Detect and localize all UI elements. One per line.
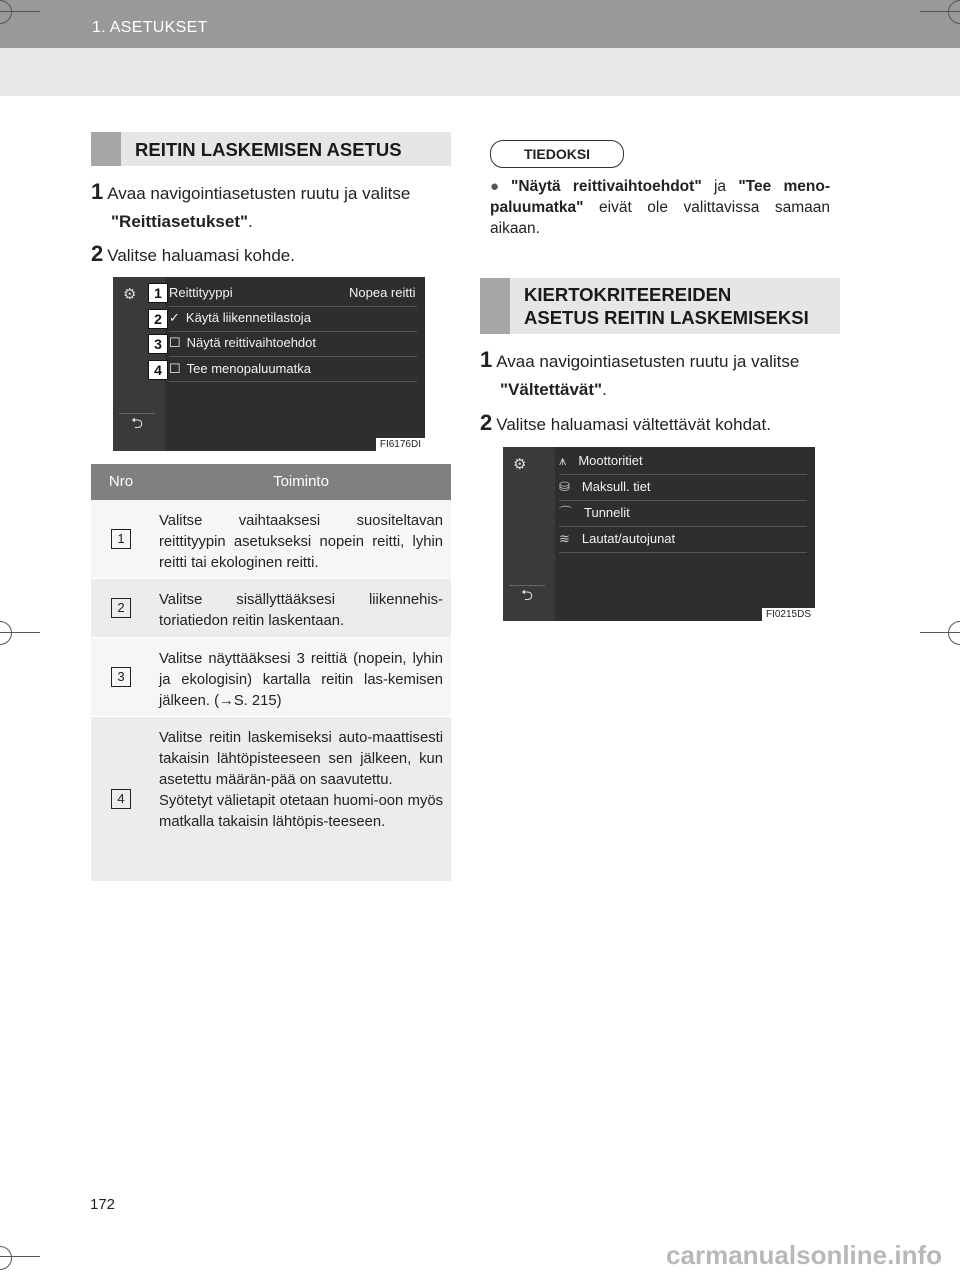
column-header-toiminto: Toiminto <box>273 473 329 490</box>
chapter-title: 1. ASETUKSET <box>92 19 208 36</box>
table-row <box>91 638 451 717</box>
crop-mark <box>0 1246 12 1270</box>
item-number: 1 <box>111 529 131 549</box>
screen-row-toll-roads[interactable]: ⛁ Maksull. tiet <box>559 479 651 494</box>
section-title: REITIN LASKEMISEN ASETUS <box>135 139 402 160</box>
figure-caption: FI6176DI <box>376 438 425 451</box>
table-cell: Valitse vaihtaaksesi suositeltavan reittityypin asetukseksi nopein reitti, lyhin reitti tai ekologinen reitti. <box>159 513 443 571</box>
note-label: TIEDOKSI <box>490 140 624 168</box>
table-row <box>91 717 451 882</box>
step-number: 1 <box>91 179 104 204</box>
check-icon: ✓ <box>169 310 180 325</box>
step-1: 1 Avaa navigointiasetusten ruutu ja valitse "Vältettävät". <box>480 347 800 399</box>
back-arrow-icon[interactable]: ⮌ <box>119 413 155 434</box>
screen-row-traffic-stats[interactable]: ✓ Käytä liikennetilastoja <box>169 310 311 325</box>
chapter-header <box>0 0 960 48</box>
ferry-icon: ≋ <box>559 531 570 546</box>
toll-road-icon: ⛁ <box>559 479 570 494</box>
menu-name: "Reittiasetukset" <box>111 212 249 231</box>
callout-3: 3 <box>148 334 168 354</box>
page-number: 172 <box>90 1196 116 1213</box>
function-table <box>91 464 451 882</box>
table-row <box>91 579 451 638</box>
screen-row-route-type[interactable]: Reittityyppi Nopea reitti <box>169 285 416 300</box>
callout-1: 1 <box>148 283 168 303</box>
highway-icon: ⩚ <box>559 453 567 468</box>
step-number: 2 <box>91 241 104 266</box>
avoid-settings-screen <box>503 447 815 621</box>
step-2: 2 Valitse haluamasi vältettävät kohdat. <box>480 410 771 435</box>
step-number: 2 <box>480 410 493 435</box>
figure-caption: FI0215DS <box>762 608 815 621</box>
bullet-icon: ● <box>490 178 508 195</box>
item-number: 4 <box>111 789 131 809</box>
screen-row-ferries[interactable]: ≋ Lautat/autojunat <box>559 531 676 546</box>
crop-mark <box>0 621 12 645</box>
column-header-nro: Nro <box>108 473 134 490</box>
table-cell: Valitse sisällyttääksesi liikennehis-toriatiedon reitin laskentaan. <box>159 592 443 629</box>
callout-2: 2 <box>148 309 168 329</box>
table-header <box>91 464 451 500</box>
checkbox-icon: ☐ <box>169 361 181 376</box>
settings-gear-icon: ⚙ <box>123 286 137 303</box>
table-cell: Valitse reitin laskemiseksi auto-maattisesti takaisin lähtöpisteeseen sen jälkeen, kun asetettu määrän-pää on saavutettu. Syötetyt välietapit otetaan huomi-oon myös matkalla takaisin lähtöpis-teeseen. <box>159 730 443 830</box>
route-settings-screen <box>113 277 425 451</box>
item-number: 2 <box>111 598 131 618</box>
settings-gear-icon: ⚙ <box>513 456 527 473</box>
watermark: carmanualsonline.info <box>666 1240 942 1270</box>
screen-row-tunnels[interactable]: ⌒ Tunnelit <box>559 505 630 520</box>
checkbox-icon: ☐ <box>169 335 181 350</box>
section-title: KIERTOKRITEEREIDEN ASETUS REITIN LASKEMISEKSI <box>524 284 809 328</box>
step-1: 1 Avaa navigointiasetusten ruutu ja valitse "Reittiasetukset". <box>91 179 411 231</box>
screen-row-alternatives[interactable]: ☐ Näytä reittivaihtoehdot <box>169 335 317 350</box>
menu-name: "Vältettävät" <box>500 380 603 399</box>
crop-mark <box>948 621 960 645</box>
back-arrow-icon[interactable]: ⮌ <box>509 585 545 606</box>
screen-row-round-trip[interactable]: ☐ Tee menopaluumatka <box>169 361 311 376</box>
screen-row-highways[interactable]: ⩚ Moottoritiet <box>559 453 643 468</box>
note-text: ● "Näytä reittivaihtoehdot" ja "Tee meno-paluumatka" eivät ole valittavissa samaan aikaan. <box>490 178 831 237</box>
section-heading-route-calc <box>91 132 451 166</box>
header-sub-band <box>0 48 960 96</box>
callout-4: 4 <box>148 360 168 380</box>
tunnel-icon: ⌒ <box>559 505 573 520</box>
table-cell: Valitse näyttääksesi 3 reittiä (nopein, lyhin ja ekologisin) kartalla reitin las-kemisen jälkeen. (→S. 215) <box>159 651 443 709</box>
table-row <box>91 500 451 579</box>
step-2: 2 Valitse haluamasi kohde. <box>91 241 295 266</box>
step-number: 1 <box>480 347 493 372</box>
section-heading-avoid-criteria <box>480 278 840 334</box>
item-number: 3 <box>111 667 131 687</box>
